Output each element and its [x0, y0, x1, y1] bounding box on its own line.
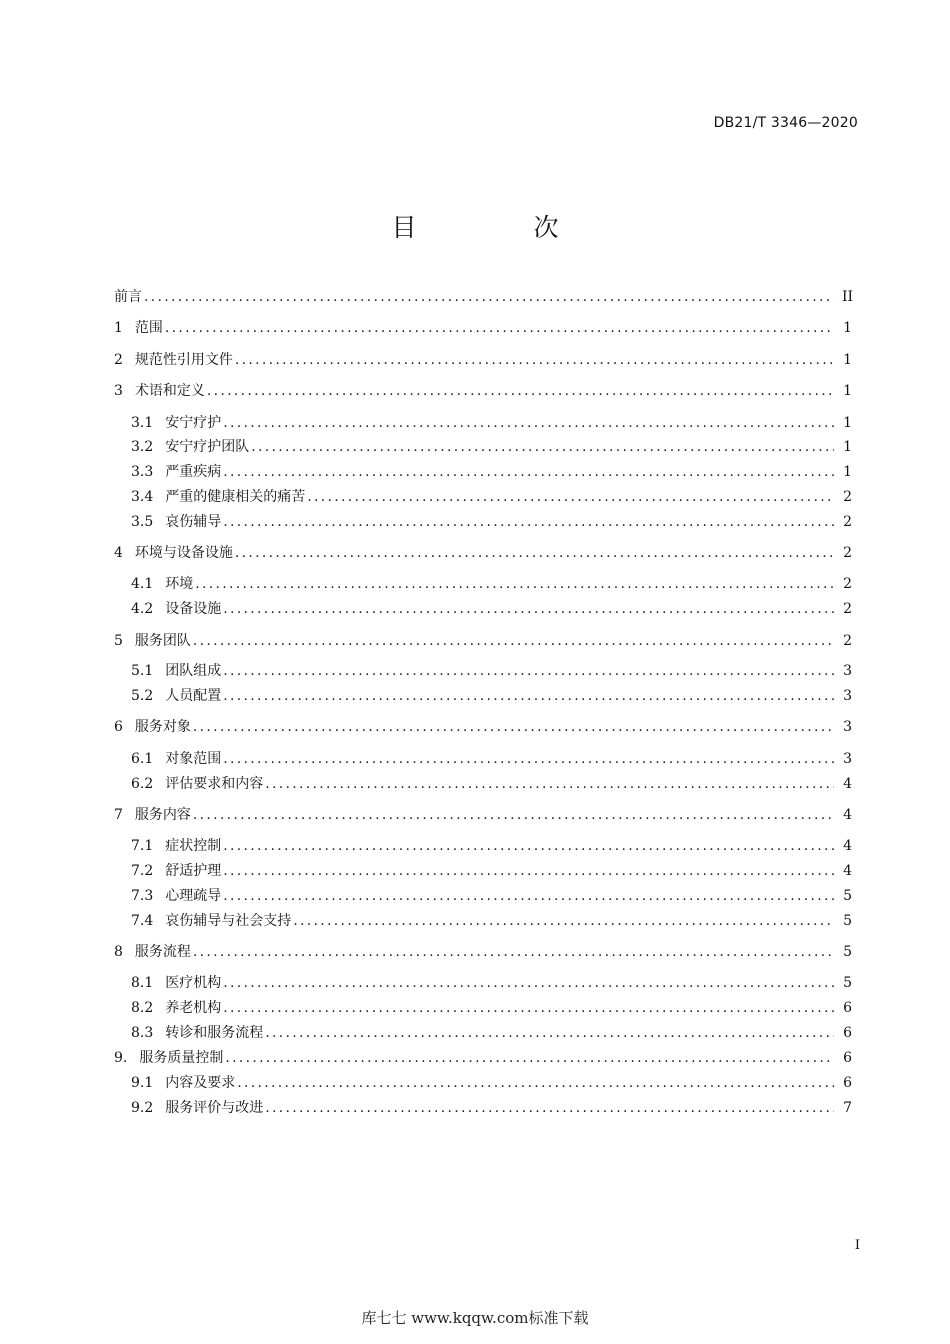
toc-entry-number: 6: [114, 719, 123, 735]
toc-leader-dots: [251, 437, 834, 457]
toc-entry-label: 安宁疗护: [165, 415, 222, 431]
toc-entry-number: 1: [114, 320, 123, 336]
toc-entry[interactable]: [131, 911, 852, 931]
toc-entry-number: 8.3: [131, 1025, 154, 1041]
toc-entry-number: 5: [114, 633, 123, 649]
toc-leader-dots: [223, 661, 834, 681]
toc-entry-label: 哀伤辅导: [165, 514, 222, 530]
toc-entry[interactable]: [131, 861, 852, 881]
toc-leader-dots: [265, 1023, 834, 1043]
toc-leader-dots: [193, 942, 834, 962]
toc-entry-page: 7: [843, 1100, 852, 1116]
toc-leader-dots: [144, 287, 834, 307]
toc-entry-number: 4.1: [131, 576, 154, 592]
toc-entry-number: 9.1: [131, 1075, 154, 1091]
toc-entry-number: 6.1: [131, 751, 154, 767]
toc-leader-dots: [223, 413, 834, 433]
toc-entry-label: 医疗机构: [165, 975, 222, 991]
toc-leader-dots: [223, 861, 834, 881]
toc-entry-page: 5: [843, 913, 852, 929]
toc-entry-label: 严重的健康相关的痛苦: [165, 489, 306, 505]
toc-entry[interactable]: [114, 631, 852, 651]
toc-leader-dots: [265, 1098, 834, 1118]
toc-entry-page: 3: [843, 719, 852, 735]
toc-entry-number: 5.2: [131, 688, 154, 704]
toc-leader-dots: [223, 749, 834, 769]
toc-entry[interactable]: [131, 836, 852, 856]
toc-entry-number: 8: [114, 944, 123, 960]
toc-entry[interactable]: [131, 1098, 852, 1118]
toc-entry-label: 服务质量控制: [139, 1050, 224, 1066]
toc-entry-label: 前言: [114, 289, 142, 305]
toc-entry-label: 心理疏导: [165, 888, 222, 904]
toc-entry-page: 6: [843, 1025, 852, 1041]
toc-leader-dots: [307, 487, 834, 507]
toc-entry[interactable]: [131, 973, 852, 993]
toc-entry-label: 安宁疗护团队: [165, 439, 250, 455]
toc-entry-page: 2: [843, 489, 852, 505]
toc-entry-number: 8.1: [131, 975, 154, 991]
toc-entry-number: 4: [114, 545, 123, 561]
toc-entry[interactable]: [131, 574, 852, 594]
toc-entry-number: 9.2: [131, 1100, 154, 1116]
toc-entry-label: 评估要求和内容: [165, 776, 264, 792]
toc-entry-label: 哀伤辅导与社会支持: [165, 913, 292, 929]
toc-leader-dots: [193, 805, 834, 825]
toc-entry[interactable]: [114, 381, 852, 401]
toc-entry-label: 服务评价与改进: [165, 1100, 264, 1116]
toc-entry-label: 环境与设备设施: [134, 545, 233, 561]
toc-entry-label: 团队组成: [165, 663, 222, 679]
toc-entry[interactable]: [131, 487, 852, 507]
toc-entry-number: 8.2: [131, 1000, 154, 1016]
toc-entry-number: 6.2: [131, 776, 154, 792]
toc-entry-page: 3: [843, 688, 852, 704]
toc-leader-dots: [193, 717, 834, 737]
toc-entry[interactable]: [114, 287, 852, 307]
toc-entry-label: 内容及要求: [165, 1075, 236, 1091]
toc-entry-label: 严重疾病: [165, 464, 222, 480]
toc-leader-dots: [223, 512, 834, 532]
toc-leader-dots: [235, 543, 834, 563]
toc-leader-dots: [237, 1073, 834, 1093]
toc-entry-page: 5: [843, 975, 852, 991]
toc-entry[interactable]: [131, 1023, 852, 1043]
toc-entry[interactable]: [131, 774, 852, 794]
toc-entry-number: 7.3: [131, 888, 154, 904]
toc-entry[interactable]: [131, 1073, 852, 1093]
toc-entry-number: 7.2: [131, 863, 154, 879]
toc-entry-page: 1: [843, 464, 852, 480]
toc-entry-page: 2: [843, 633, 852, 649]
toc-entry-number: 4.2: [131, 601, 154, 617]
page-number: I: [854, 1238, 860, 1253]
toc-entry-label: 规范性引用文件: [134, 352, 233, 368]
toc-entry-page: 2: [843, 514, 852, 530]
toc-entry[interactable]: [131, 749, 852, 769]
toc-entry[interactable]: [131, 437, 852, 457]
toc-entry-page: 2: [843, 601, 852, 617]
toc-entry-page: II: [842, 289, 854, 305]
toc-entry[interactable]: [131, 686, 852, 706]
toc-entry-label: 服务内容: [134, 807, 191, 823]
toc-entry[interactable]: [114, 318, 852, 338]
toc-entry-label: 术语和定义: [134, 383, 205, 399]
toc-entry-page: 4: [843, 863, 852, 879]
toc-leader-dots: [293, 911, 834, 931]
toc-entry[interactable]: [114, 350, 852, 370]
toc-entry-page: 4: [843, 776, 852, 792]
toc-entry[interactable]: [114, 942, 852, 962]
toc-entry[interactable]: [114, 717, 852, 737]
toc-entry-label: 症状控制: [165, 838, 222, 854]
toc-entry-page: 6: [843, 1050, 852, 1066]
toc-entry[interactable]: [131, 462, 852, 482]
toc-entry-page: 2: [843, 576, 852, 592]
page-title: 目 次: [391, 213, 605, 242]
toc-entry-label: 舒适护理: [165, 863, 222, 879]
doc-code: DB21/T 3346—2020: [713, 115, 858, 131]
toc-entry-label: 对象范围: [165, 751, 222, 767]
toc-entry-label: 环境: [165, 576, 194, 592]
toc-leader-dots: [193, 631, 834, 651]
footer-watermark: 库七七 www.kqqw.com标准下载: [361, 1309, 589, 1327]
toc-entry-page: 6: [843, 1075, 852, 1091]
toc-leader-dots: [235, 350, 834, 370]
toc-entry-label: 养老机构: [165, 1000, 222, 1016]
toc-entry-number: 3.2: [131, 439, 154, 455]
toc-leader-dots: [265, 774, 834, 794]
toc-leader-dots: [223, 886, 834, 906]
toc-entry-page: 5: [843, 888, 852, 904]
toc-entry-label: 服务对象: [134, 719, 191, 735]
toc-entry-number: 7: [114, 807, 123, 823]
toc-entry-label: 服务团队: [134, 633, 191, 649]
toc-leader-dots: [223, 998, 834, 1018]
toc-entry[interactable]: [131, 998, 852, 1018]
toc-entry[interactable]: [131, 886, 852, 906]
toc-entry-page: 3: [843, 751, 852, 767]
toc-leader-dots: [223, 686, 834, 706]
toc-entry-page: 1: [843, 383, 852, 399]
toc-entry-number: 3.4: [131, 489, 154, 505]
toc-entry[interactable]: [114, 1048, 852, 1068]
toc-entry-page: 3: [843, 663, 852, 679]
toc-entry-number: 7.1: [131, 838, 154, 854]
toc-entry-page: 1: [843, 320, 852, 336]
toc-leader-dots: [225, 1048, 834, 1068]
toc-entry[interactable]: [131, 661, 852, 681]
toc-entry-label: 设备设施: [165, 601, 222, 617]
toc-entry-label: 范围: [134, 320, 163, 336]
toc-entry-page: 4: [843, 838, 852, 854]
toc-entry-number: 9.: [114, 1050, 128, 1066]
toc-entry-label: 转诊和服务流程: [165, 1025, 264, 1041]
toc-entry-number: 7.4: [131, 913, 154, 929]
toc-entry[interactable]: [131, 413, 852, 433]
toc-entry-page: 4: [843, 807, 852, 823]
toc-leader-dots: [195, 574, 834, 594]
toc-entry-page: 6: [843, 1000, 852, 1016]
toc-leader-dots: [165, 318, 834, 338]
toc-entry[interactable]: [114, 543, 852, 563]
toc-leader-dots: [223, 599, 834, 619]
toc-entry-number: 3.5: [131, 514, 154, 530]
toc-leader-dots: [223, 836, 834, 856]
toc-entry-number: 3.3: [131, 464, 154, 480]
toc-entry-label: 服务流程: [134, 944, 191, 960]
toc-entry-number: 2: [114, 352, 123, 368]
toc-entry-page: 1: [843, 352, 852, 368]
toc-entry-page: 1: [843, 439, 852, 455]
toc-leader-dots: [223, 462, 834, 482]
toc-entry-number: 3.1: [131, 415, 154, 431]
toc-entry-page: 5: [843, 944, 852, 960]
toc-entry-number: 3: [114, 383, 123, 399]
toc-leader-dots: [207, 381, 834, 401]
toc-entry[interactable]: [131, 599, 852, 619]
toc-entry-label: 人员配置: [165, 688, 222, 704]
toc-entry-number: 5.1: [131, 663, 154, 679]
toc-entry[interactable]: [114, 805, 852, 825]
toc-leader-dots: [223, 973, 834, 993]
toc-entry[interactable]: [131, 512, 852, 532]
toc-entry-page: 1: [843, 415, 852, 431]
toc-entry-page: 2: [843, 545, 852, 561]
